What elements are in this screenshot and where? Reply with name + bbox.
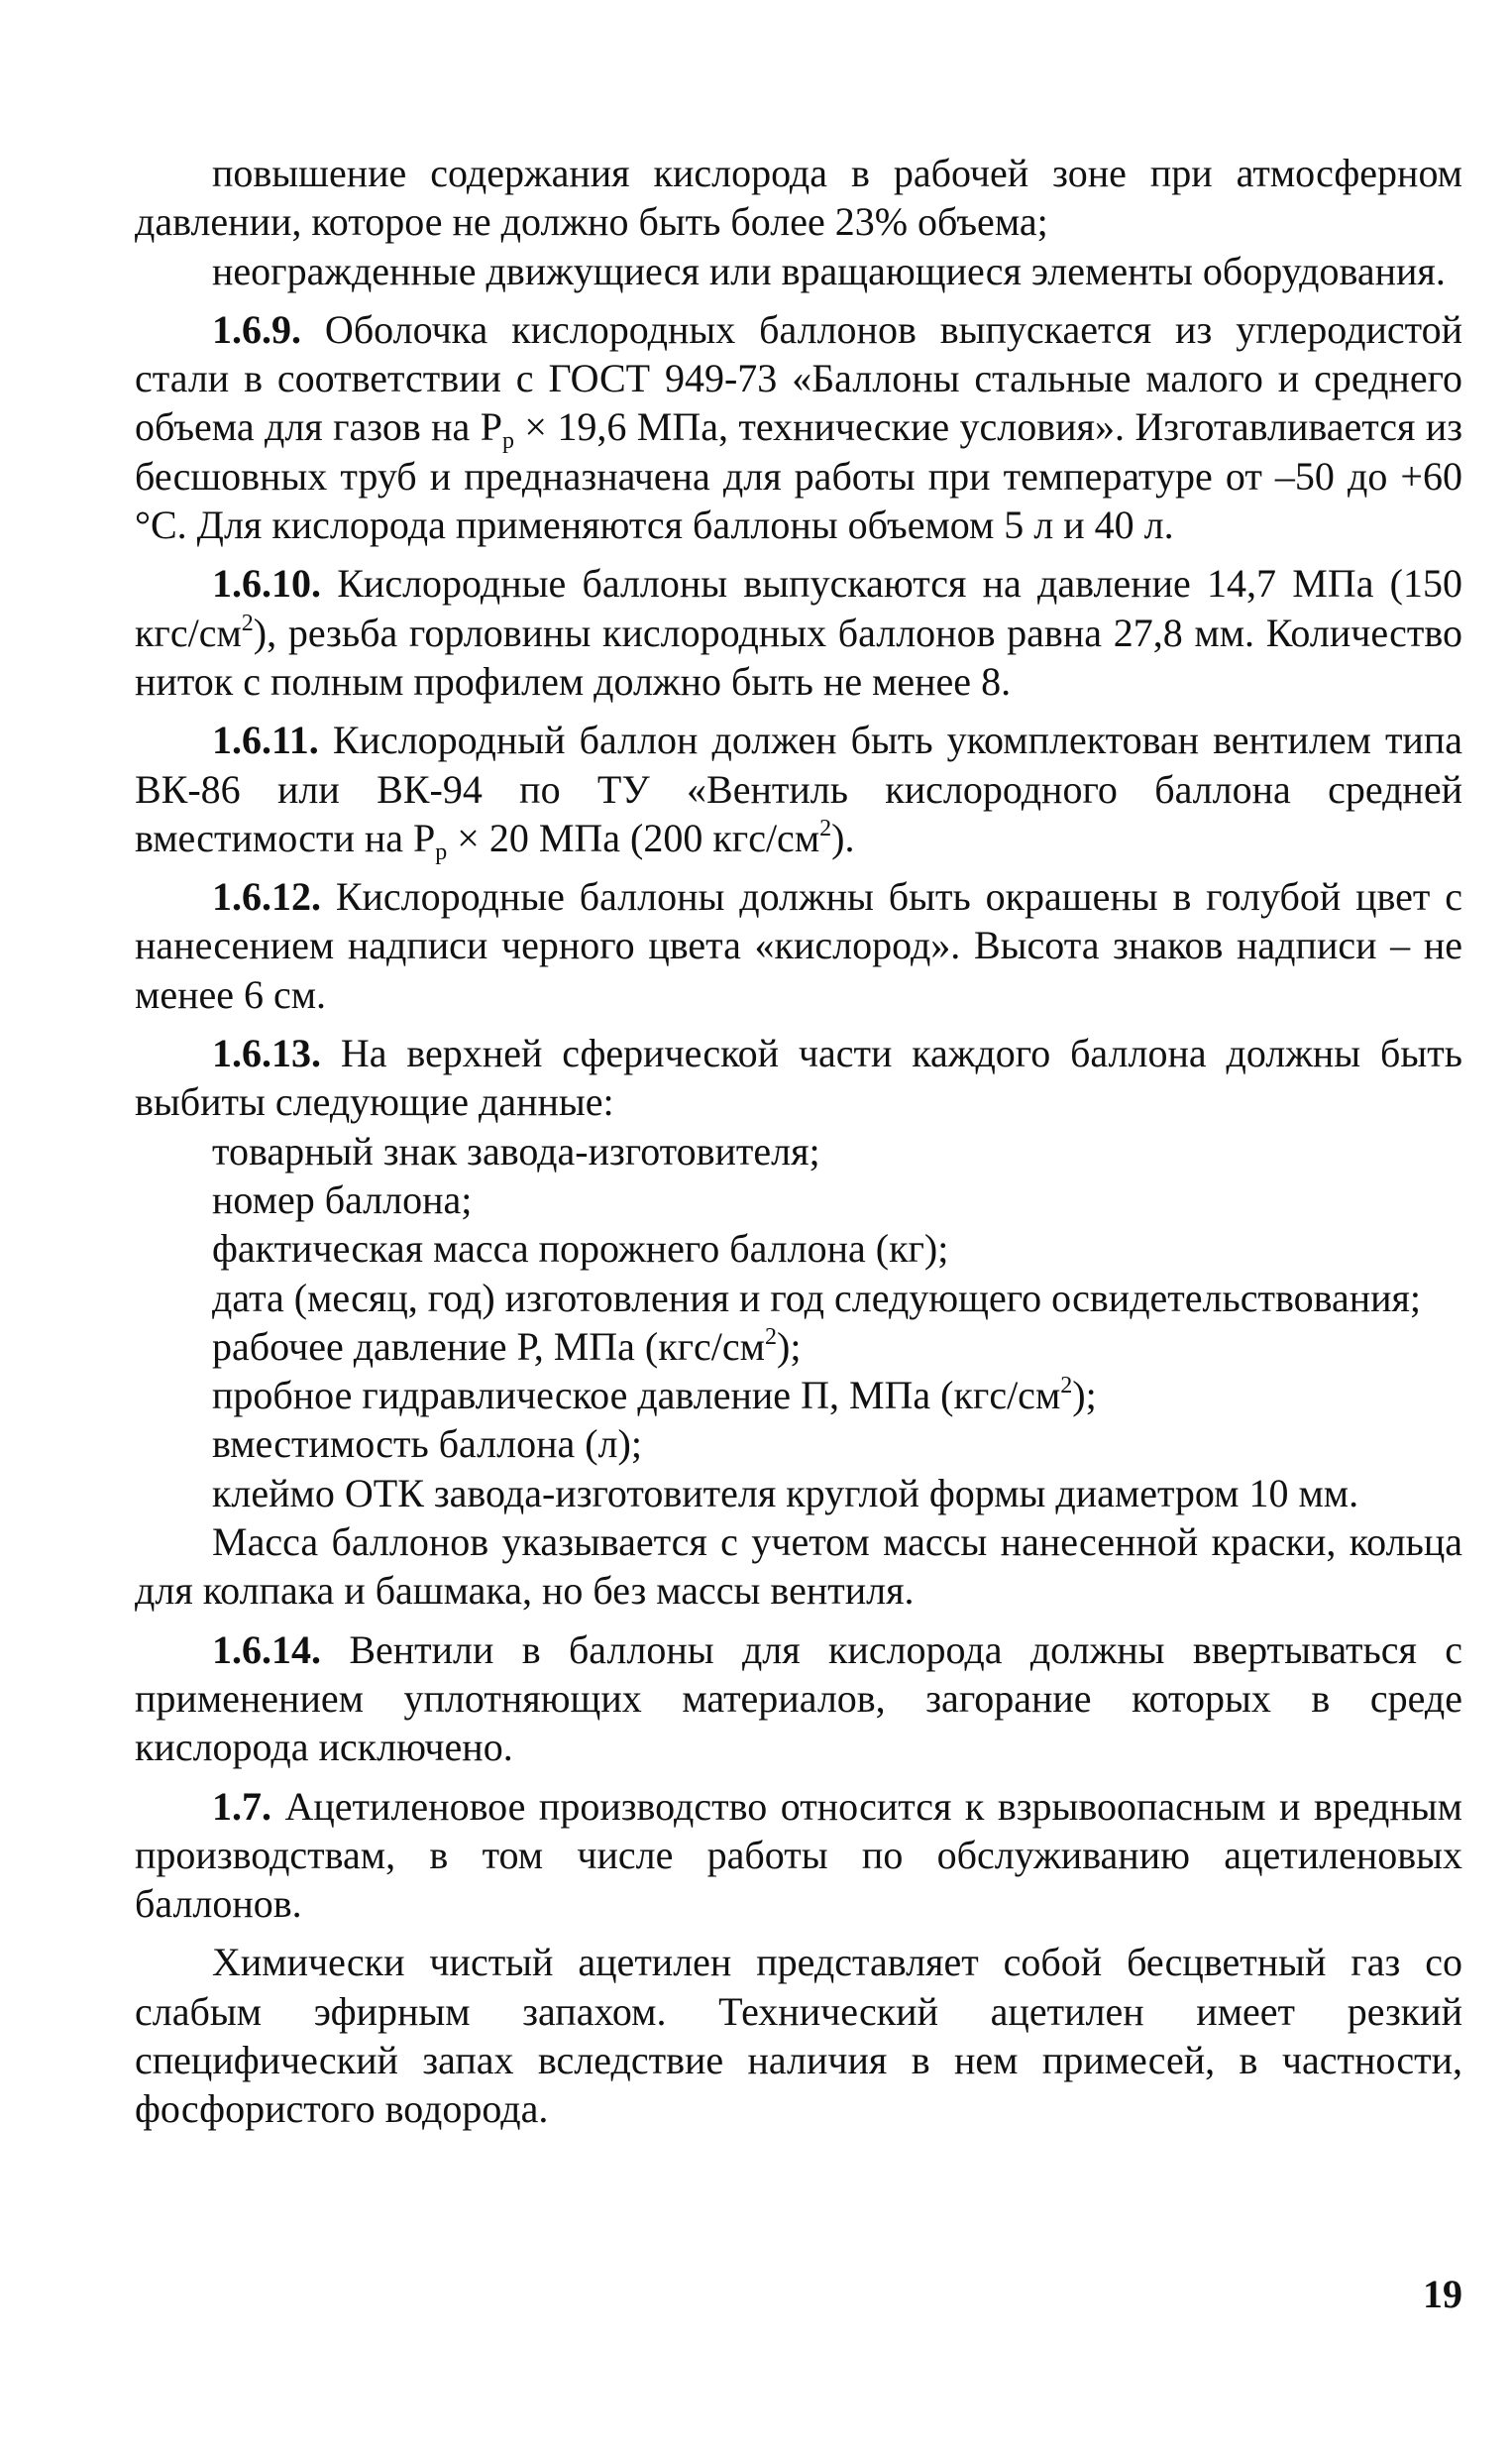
list-item-cylinder-number [135,1175,1462,1224]
paragraph-1-6-13 [135,1029,1462,1127]
paragraph-text: Кислородные баллоны выпускаются на давление 14,7 МПа (150 кгс/см [135,561,1462,655]
list-item-test-pressure [135,1371,1462,1419]
paragraph-text: неогражденные движущиеся или вращающиеся элементы оборудования. [212,248,1446,293]
paragraph-text: Вентили в баллоны для кислорода должны ввертываться с применением уплотняющих материалов, загорание которых в среде кислорода исключено. [135,1626,1462,1770]
section-number: 1.7. [212,1783,271,1829]
paragraph-1-6-9 [135,305,1462,549]
superscript: 2 [819,815,832,841]
paragraph-text: На верхней сферической части каждого баллона должны быть выбиты следующие данные: [135,1031,1462,1125]
list-item-text: пробное гидравлическое давление П, МПа (кгс/см [212,1373,1061,1418]
section-number: 1.6.14. [212,1626,321,1672]
paragraph-text: Масса баллонов указывается с учетом массы нанесенной краски, кольца для колпака и башмака, но без массы вентиля. [135,1519,1462,1614]
paragraph-text: Кислородный баллон должен быть укомплектован вентилем типа ВК-86 или ВК-94 по ТУ «Вентиль кислородного баллона средней вместимости на P [135,718,1462,860]
list-item-manufacture-date [135,1274,1462,1322]
paragraph-1-6-10 [135,559,1462,706]
superscript: 2 [1060,1373,1073,1399]
list-item-working-pressure [135,1322,1462,1371]
paragraph-1-6-14 [135,1625,1462,1772]
paragraph-text: Кислородные баллоны должны быть окрашены в голубой цвет с нанесением надписи черного цвета «кислород». Высота знаков надписи – не менее 6 см. [135,874,1462,1017]
paragraph-1-6-11 [135,716,1462,865]
paragraph-1-6-12 [135,872,1462,1019]
paragraph-text: повышение содержания кислорода в рабочей зоне при атмосферном давлении, которое не должно быть более 23% объема; [135,151,1462,245]
paragraph-acetylene [135,1938,1462,2133]
list-item-text: вместимость баллона (л); [212,1421,642,1467]
list-item-otk-stamp [135,1469,1462,1517]
section-number: 1.6.11. [212,718,319,763]
document-body [135,149,1462,2134]
page-number: 19 [1423,2272,1462,2316]
paragraph-text: ). [831,815,855,860]
paragraph-text: ), резьба горловины кислородных баллонов равна 27,8 мм. Количество ниток с полным профилем должно быть не менее 8. [135,610,1462,704]
list-item-capacity [135,1419,1462,1468]
paragraph-text: Химически чистый ацетилен представляет собой бесцветный газ со слабым эфирным запахом. Технический ацетилен имеет резкий специфический запах вследствие наличия в нем примесей, в частности, фосфористого водорода. [135,1940,1462,2132]
list-item-text: клеймо ОТК завода-изготовителя круглой формы диаметром 10 мм. [212,1470,1359,1515]
list-item-text: дата (месяц, год) изготовления и год следующего освидетельствования; [212,1275,1422,1320]
list-item-text: номер баллона; [212,1176,473,1222]
subscript: р [435,839,448,865]
section-number: 1.6.13. [212,1031,321,1076]
section-number: 1.6.10. [212,561,321,607]
superscript: 2 [765,1323,777,1350]
paragraph-moving-parts [135,247,1462,295]
list-item-text: рабочее давление Р, МПа (кгс/см [212,1323,765,1369]
subscript: р [501,428,514,455]
list-item-empty-mass [135,1224,1462,1273]
paragraph-text: × 19,6 МПа, технические условия». Изготавливается из бесшовных труб и предназначена для работы при температуре от –50 до +60 °С. Для кислорода применяются баллоны объемом 5 л и 40 л. [135,404,1462,548]
paragraph-oxygen-content [135,149,1462,247]
list-item-trademark [135,1127,1462,1175]
paragraph-text: Оболочка кислородных баллонов выпускается из углеродистой стали в соответствии с ГОСТ 949-73 «Баллоны стальные малого и среднего объема для газов на P [135,306,1462,450]
paragraph-1-7 [135,1782,1462,1929]
list-item-text: товарный знак завода-изготовителя; [212,1128,820,1174]
section-number: 1.6.9. [212,306,301,352]
paragraph-text: Ацетиленовое производство относится к взрывоопасным и вредным производствам, в том числе работы по обслуживанию ацетиленовых баллонов. [135,1783,1462,1927]
section-number: 1.6.12. [212,874,321,920]
list-item-text: ); [1072,1373,1097,1418]
paragraph-cylinder-mass [135,1517,1462,1616]
list-item-text: ); [777,1323,802,1369]
list-item-text: фактическая масса порожнего баллона (кг); [212,1226,949,1272]
paragraph-text: × 20 МПа (200 кгс/см [447,815,820,860]
superscript: 2 [241,610,254,636]
